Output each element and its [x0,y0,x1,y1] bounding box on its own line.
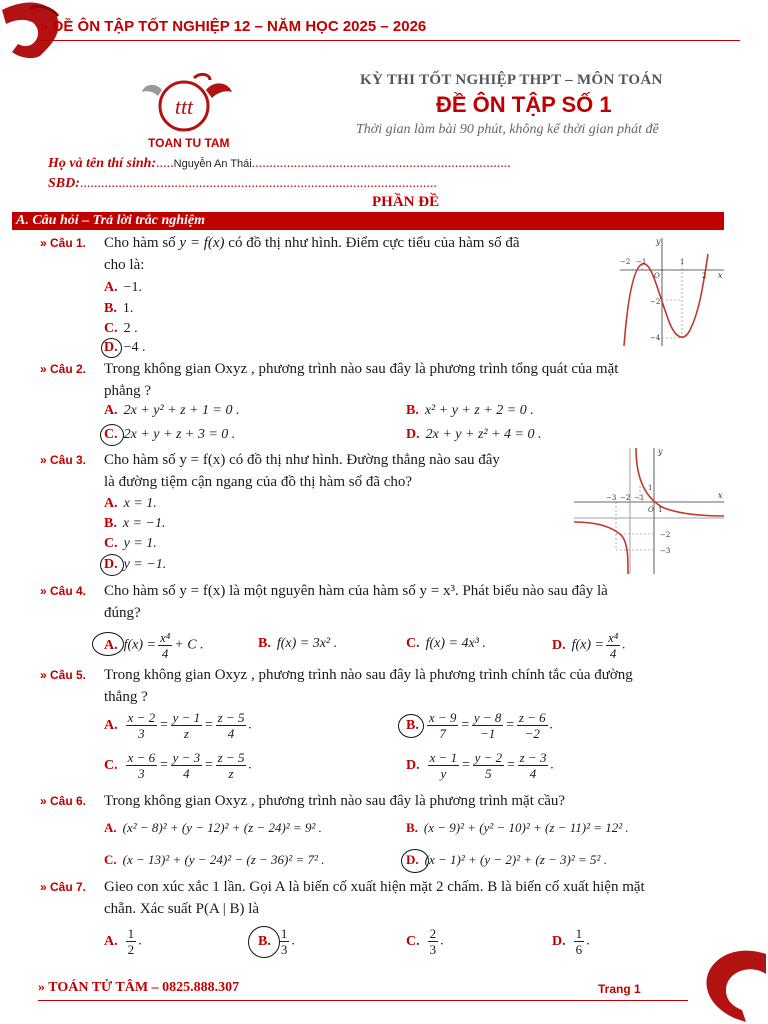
student-name-value[interactable]: Nguyễn An Thái [173,158,252,170]
axis-label: x [718,271,723,280]
answer-option[interactable]: A. −1. [104,280,143,295]
answer-option[interactable]: C. f(x) = 4x³ . [406,636,486,651]
header-divider [40,40,740,41]
answer-option[interactable]: B. 1. [104,301,134,316]
answer-option[interactable]: B. f(x) = 3x² . [258,636,338,651]
question-label: » Câu 5. [40,668,87,682]
document-header [40,18,426,35]
answer-option-selected[interactable]: D. (x − 1)² + (y − 2)² + (z − 3)² = 5² . [406,852,607,867]
answer-option[interactable]: A. $\frac{1}{2}$ . [104,926,142,957]
tick-label: −2 [620,494,631,502]
answer-option-selected[interactable]: D. y = −1. [104,557,167,572]
header-title: ĐỀ ÔN TẬP TỐT NGHIỆP 12 – NĂM HỌC 2025 – 2026 [52,18,427,35]
exam-time: Thời gian làm bài 90 phút, không kể thời gian phát đề [356,122,659,137]
answer-option-selected[interactable]: B. $\frac{x - 9}{7}$ = $\frac{y - 8}{-1}$ = $\frac{z - 6}{-2}$ . [406,710,554,741]
student-sbd-row: SBD:...................................................................................................... [48,176,437,191]
question-label: » Câu 4. [40,584,87,598]
question-text: Cho hàm số y = f(x) có đồ thị như hình. Đường thẳng nào sau đây là đường tiệm cận ngang của đồ thị hàm số đã cho? [104,452,500,490]
tick-label: −1 [636,258,647,266]
student-name-row: Họ và tên thí sinh:.....Nguyễn An Thái.......................................................................... [48,156,511,171]
answer-option[interactable]: A. 2x + y² + z + 1 = 0 . [104,403,240,418]
question-label: » Câu 1. [40,236,87,250]
answer-option[interactable]: C. (x − 13)² + (y − 24)² − (z − 36)² = 7² . [104,852,325,867]
tick-label: −3 [660,547,671,555]
answer-option[interactable]: C. $\frac{2}{3}$ . [406,926,444,957]
question-text: Cho hàm số y = f(x) có đồ thị như hình. Điểm cực tiểu của hàm số đã cho là: [104,235,520,273]
answer-option[interactable]: C. y = 1. [104,536,157,551]
answer-option-selected[interactable]: A. f(x) = $\frac{\text{x⁴}}{4}$ + C . [104,630,204,661]
graph-hyperbola [572,446,726,576]
student-sbd-label: SBD: [48,176,80,191]
question-text: Trong không gian Oxyz , phương trình nào sau đây là phương trình chính tắc của đường thẳng ? [104,667,633,705]
answer-mark-circle [100,554,124,576]
page-number: Trang 1 [598,982,641,996]
answer-option[interactable]: A. x = 1. [104,496,157,511]
answer-option[interactable]: C. $\frac{x - 6}{3}$ = $\frac{y - 3}{4}$ = $\frac{z - 5}{z}$ . [104,750,252,781]
answer-option-selected[interactable]: D. −4 . [104,340,146,355]
answer-mark-circle [401,849,429,873]
answer-option-selected[interactable]: B. $\frac{1}{3}$ . [258,926,295,957]
exam-title: KỲ THI TỐT NGHIỆP THPT – MÔN TOÁN [360,72,663,88]
question-text: Gieo con xúc xắc 1 lần. Gọi A là biến cố xuất hiện mặt 2 chấm. B là biến cố xuất hiện mặt chẵn. Xác suất P(A | B) là [104,879,645,917]
axis-label: y [658,447,663,456]
section-title: A. Câu hỏi – Trả lời trắc nghiệm [12,212,724,230]
tick-label: 1 [658,506,663,514]
answer-mark-circle [398,714,424,738]
question-label: » Câu 2. [40,362,87,376]
part-title: PHẦN ĐỀ [372,194,440,210]
question-text: Trong không gian Oxyz , phương trình nào sau đây là phương trình mặt cầu? [104,793,566,809]
answer-option[interactable]: C. 2 . [104,321,138,336]
tick-label: O [648,506,654,514]
tick-label: −2 [650,298,661,306]
logo-name: TOAN TU TAM [148,136,230,150]
axis-label: y [656,237,661,246]
tick-label: 1 [648,484,653,492]
answer-option[interactable]: A. (x² − 8)² + (y − 12)² + (z − 24)² = 9² . [104,820,322,835]
answer-mark-circle [101,338,122,358]
question-text: Trong không gian Oxyz , phương trình nào sau đây là phương trình tổng quát của mặt phẳng ? [104,361,619,399]
question-label: » Câu 7. [40,880,87,894]
answer-option[interactable]: A. $\frac{x - 2}{3}$ = $\frac{y - 1}{z}$ = $\frac{z - 5}{4}$ . [104,710,252,741]
answer-option[interactable]: B. (x − 9)² + (y² − 10)² + (z − 11)² = 12² . [406,820,629,835]
tick-label: −2 [660,531,671,539]
student-name-label: Họ và tên thí sinh: [48,156,157,171]
school-logo-icon [134,70,240,140]
graph-cubic [614,234,726,348]
answer-mark-circle [92,632,124,656]
header-prefix: » [40,18,49,35]
answer-option[interactable]: B. x = −1. [104,516,166,531]
answer-option[interactable]: D. $\frac{x - 1}{y}$ = $\frac{y - 2}{5}$ = $\frac{z - 3}{4}$ . [406,750,554,781]
tick-label: 2 [702,272,707,280]
answer-mark-circle [100,424,124,446]
answer-option[interactable]: B. x² + y + z + 2 = 0 . [406,403,534,418]
footer-contact: » TOÁN TỬ TÂM – 0825.888.307 [38,980,240,995]
answer-option[interactable]: D. f(x) = $\frac{\text{x⁴}}{4}$ . [552,630,626,661]
exam-number: ĐỀ ÔN TẬP SỐ 1 [436,92,612,117]
footer-divider [38,1000,688,1001]
horse-logo-icon [688,944,768,1024]
tick-label: 1 [680,258,685,266]
answer-option[interactable]: D. 2x + y + z² + 4 = 0 . [406,427,542,442]
logo-initials: ttt [174,94,194,119]
tick-label: −2 [620,258,631,266]
tick-label: −4 [650,334,661,342]
answer-option-selected[interactable]: C. 2x + y + z + 3 = 0 . [104,427,236,442]
tick-label: −3 [606,494,617,502]
tick-label: −1 [634,494,645,502]
question-label: » Câu 3. [40,453,87,467]
question-text: Cho hàm số y = f(x) là một nguyên hàm của hàm số y = x³. Phát biểu nào sau đây là đúng? [104,583,608,621]
axis-label: x [718,491,723,500]
tick-label: O [654,272,660,280]
answer-mark-circle [248,926,280,958]
question-label: » Câu 6. [40,794,87,808]
answer-option[interactable]: D. $\frac{1}{6}$ . [552,926,590,957]
